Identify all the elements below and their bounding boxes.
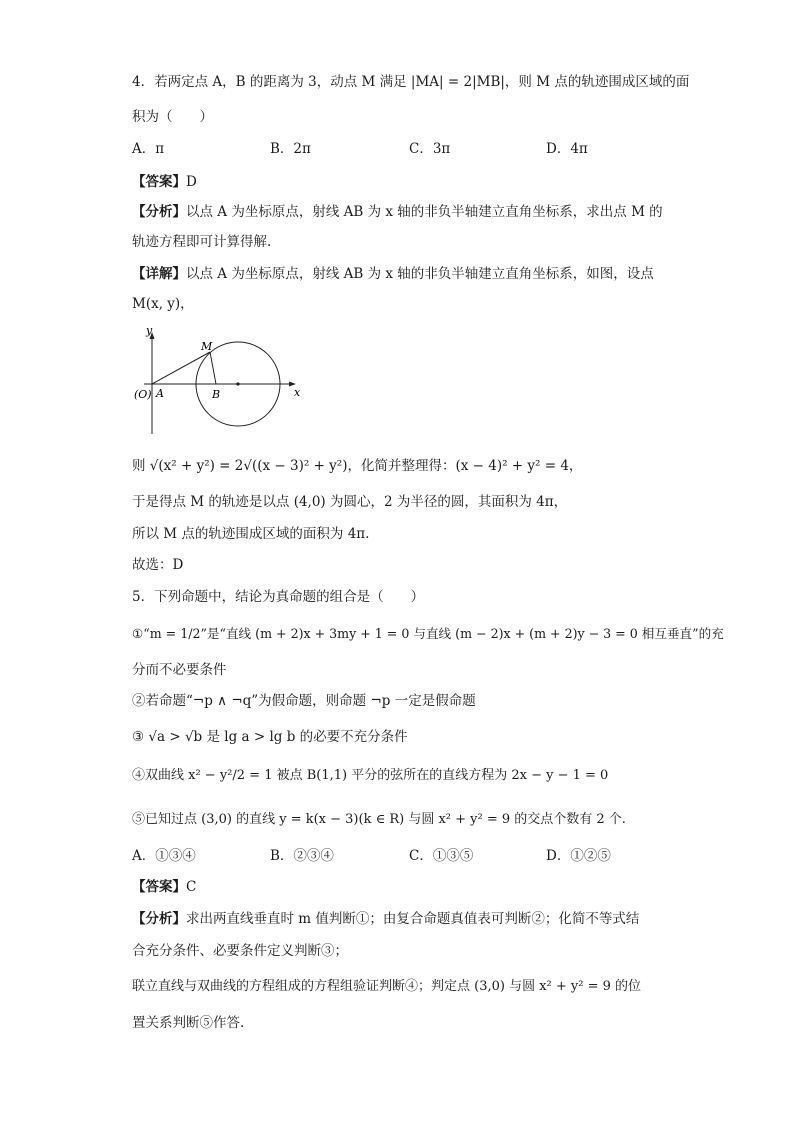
segment-am bbox=[152, 352, 210, 384]
q5-answer bbox=[132, 877, 196, 897]
analysis-text: 求出两直线垂直时 m 值判断①；由复合命题真值表可判断②；化简不等式结 bbox=[186, 911, 640, 927]
q5-item-2: ②若命题“¬p ∧ ¬q”为假命题，则命题 ¬p 一定是假命题 bbox=[132, 693, 476, 709]
q5-item-4: ④双曲线 x² − y²/2 = 1 被点 B(1,1) 平分的弦所在的直线方程为 2x − y − 1 = 0 bbox=[132, 768, 609, 783]
q5-analysis-line-2: 合充分条件、必要条件定义判断③； bbox=[132, 943, 348, 959]
q5-option-a: A．①③④ bbox=[132, 848, 196, 864]
point-m-label: M bbox=[201, 340, 213, 353]
q4-option-a: A．π bbox=[132, 141, 165, 157]
q5-analysis-line-1 bbox=[132, 909, 639, 929]
q4-option-c: C．3π bbox=[409, 141, 451, 157]
analysis-tag: 【分析】 bbox=[132, 204, 186, 220]
q4-calc-line-2: 于是得点 M 的轨迹是以点 (4,0) 为圆心，2 为半径的圆，其面积为 4π， bbox=[132, 494, 568, 510]
q4-conclusion: 故选：D bbox=[132, 557, 184, 573]
y-label: y bbox=[146, 324, 153, 337]
q4-calc-line-1: 则 √(x² + y²) = 2√((x − 3)² + y²)，化简并整理得：(x − 4)² + y² = 4， bbox=[132, 458, 583, 474]
q5-option-d: D．①②⑤ bbox=[546, 848, 611, 864]
x-label: x bbox=[294, 386, 301, 399]
point-a-label: A bbox=[156, 387, 164, 400]
q4-option-d: D．4π bbox=[546, 141, 588, 157]
answer-value: D bbox=[186, 174, 197, 190]
q4-calc-line-3: 所以 M 点的轨迹围成区域的面积为 4π. bbox=[132, 526, 370, 542]
q4-stem-line-2: 积为（ ） bbox=[132, 109, 213, 125]
analysis-text: 以点 A 为坐标原点，射线 AB 为 x 轴的非负半轴建立直角坐标系，求出点 M 的 bbox=[186, 204, 663, 220]
q4-stem-line-1: 4．若两定点 A，B 的距离为 3，动点 M 满足 |MA| = 2|MB|，则 M 点的轨迹围成区域的面 bbox=[132, 74, 690, 90]
circle-center bbox=[236, 382, 239, 385]
detail-text: 以点 A 为坐标原点，射线 AB 为 x 轴的非负半轴建立直角坐标系，如图，设点 bbox=[186, 266, 654, 282]
q5-item-1-line-2: 分而不必要条件 bbox=[132, 662, 227, 678]
q5-item-1-line-1: ①“m = 1/2”是“直线 (m + 2)x + 3my + 1 = 0 与直线 (m − 2)x + (m + 2)y − 3 = 0 相互垂直”的充 bbox=[132, 626, 724, 641]
q4-option-b: B．2π bbox=[270, 141, 311, 157]
q5-analysis-line-4: 置关系判断⑤作答. bbox=[132, 1015, 245, 1031]
circle-figure bbox=[132, 322, 312, 440]
q5-option-c: C．①③⑤ bbox=[409, 848, 474, 864]
q5-option-b: B．②③④ bbox=[270, 848, 334, 864]
analysis-tag: 【分析】 bbox=[132, 911, 186, 927]
q4-analysis-line-1 bbox=[132, 202, 663, 222]
q5-analysis-line-3: 联立直线与双曲线的方程组成的方程组验证判断④；判定点 (3,0) 与圆 x² + y² = 9 的位 bbox=[132, 979, 642, 994]
q5-item-3: ③ √a > √b 是 lg a > lg b 的必要不充分条件 bbox=[132, 729, 408, 745]
answer-tag: 【答案】 bbox=[132, 174, 186, 190]
answer-tag: 【答案】 bbox=[132, 879, 186, 895]
q5-item-5: ⑤已知过点 (3,0) 的直线 y = k(x − 3)(k ∈ R) 与圆 x² + y² = 9 的交点个数有 2 个. bbox=[132, 812, 626, 827]
q5-stem: 5．下列命题中，结论为真命题的组合是（ ） bbox=[132, 589, 425, 605]
answer-value: C bbox=[186, 879, 197, 895]
origin-label: (O) bbox=[134, 388, 152, 401]
q4-analysis-line-2: 轨迹方程即可计算得解. bbox=[132, 234, 272, 250]
q4-answer bbox=[132, 172, 197, 192]
q4-detail-line-2: M(x, y)， bbox=[132, 296, 194, 312]
segment-mb bbox=[210, 352, 216, 384]
q4-detail-line-1 bbox=[132, 264, 654, 284]
point-b-label: B bbox=[212, 388, 221, 401]
detail-tag: 【详解】 bbox=[132, 266, 186, 282]
